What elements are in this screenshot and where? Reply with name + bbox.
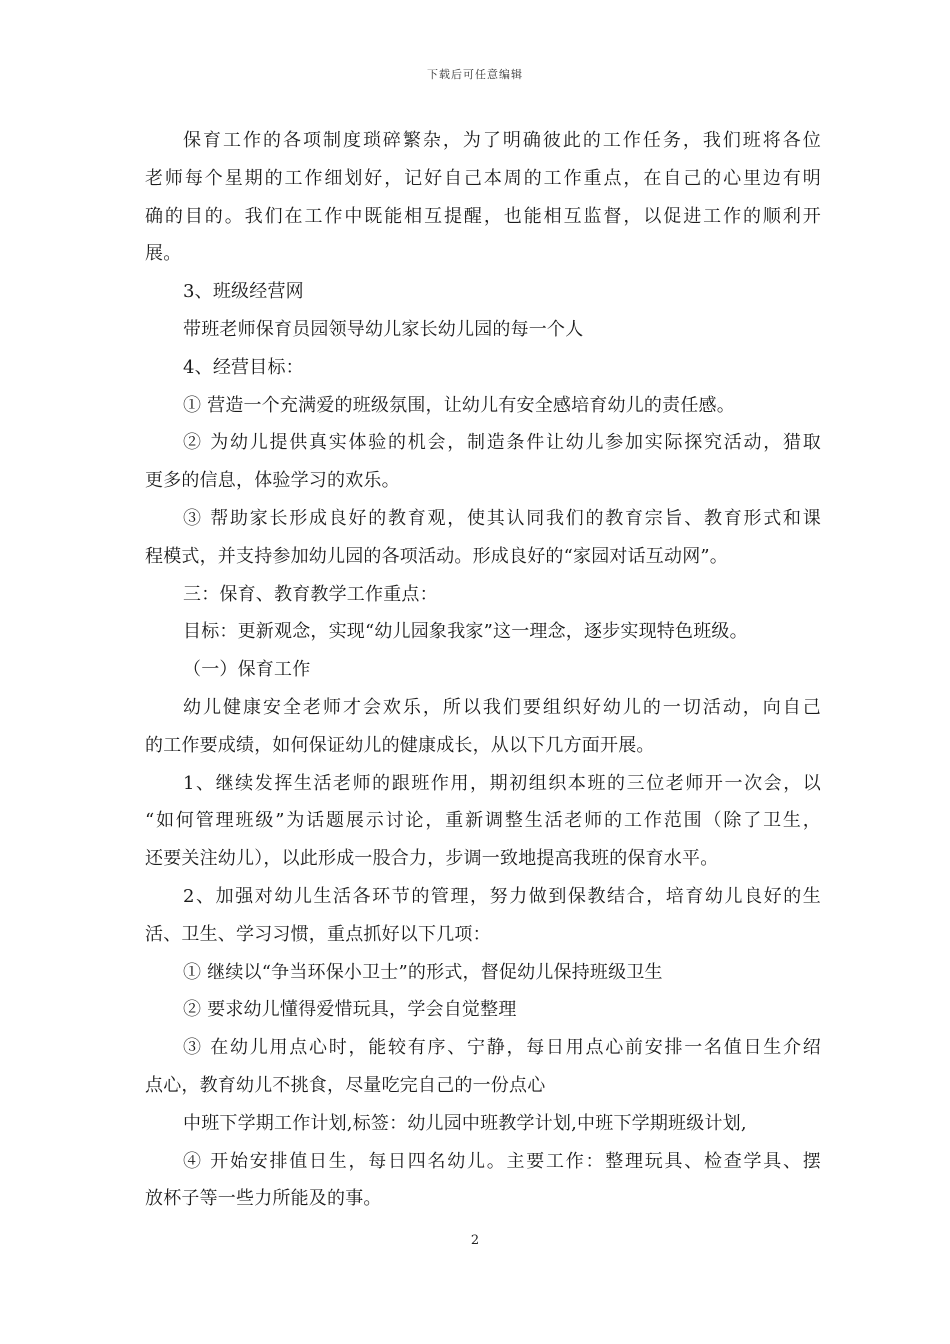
- text-line: 4、经营目标：: [183, 356, 304, 378]
- text-line: 保育工作的各项制度琐碎繁杂，为了明确彼此的工作任务，我们班将各位: [183, 130, 821, 151]
- text-line: 三：保育、教育教学工作重点：: [183, 583, 438, 605]
- text-line: ① 营造一个充满爱的班级氛围，让幼儿有安全感培育幼儿的责任感。: [183, 394, 735, 416]
- text-line: 老师每个星期的工作细划好，记好自己本周的工作重点，在自己的心里边有明: [145, 167, 821, 189]
- text-line: 点心，教育幼儿不挑食，尽量吃完自己的一份点心: [145, 1074, 546, 1096]
- text-line: ② 要求幼儿懂得爱惜玩具，学会自觉整理: [183, 999, 517, 1021]
- text-line: 1、继续发挥生活老师的跟班作用，期初组织本班的三位老师开一次会，以: [183, 772, 821, 794]
- text-line: （一）保育工作: [183, 659, 311, 681]
- page-header: 下载后可任意编辑: [427, 68, 523, 81]
- text-line: 带班老师保育员园领导幼儿家长幼儿园的每一个人: [183, 318, 584, 340]
- text-line: ② 为幼儿提供真实体验的机会，制造条件让幼儿参加实际探究活动，猎取: [183, 432, 821, 454]
- text-line: ④ 开始安排值日生，每日四名幼儿。主要工作：整理玩具、检查学具、摆: [183, 1150, 821, 1172]
- text-line: 幼儿健康安全老师才会欢乐，所以我们要组织好幼儿的一切活动，向自己: [183, 696, 821, 718]
- text-line: 目标：更新观念，实现“幼儿园象我家”这一理念，逐步实现特色班级。: [183, 621, 748, 643]
- body-text: [145, 122, 821, 1218]
- text-line: 2、加强对幼儿生活各环节的管理，努力做到保教结合，培育幼儿良好的生: [183, 885, 821, 907]
- page-number: 2: [470, 1233, 480, 1248]
- text-line: 中班下学期工作计划,标签：幼儿园中班教学计划,中班下学期班级计划,: [183, 1112, 747, 1134]
- text-line: ① 继续以“争当环保小卫士”的形式，督促幼儿保持班级卫生: [183, 961, 663, 983]
- text-line: ③ 帮助家长形成良好的教育观，使其认同我们的教育宗旨、教育形式和课: [183, 507, 821, 529]
- text-line: 更多的信息，体验学习的欢乐。: [145, 470, 400, 492]
- text-line: 3、班级经营网: [183, 281, 304, 303]
- text-line: 放杯子等一些力所能及的事。: [145, 1188, 382, 1210]
- text-line: 的工作要成绩，如何保证幼儿的健康成长，从以下几方面开展。: [145, 734, 655, 756]
- text-line: ③ 在幼儿用点心时，能较有序、宁静，每日用点心前安排一名值日生介绍: [183, 1037, 821, 1059]
- text-line: 展。: [145, 243, 182, 265]
- text-line: 还要关注幼儿），以此形成一股合力，步调一致地提高我班的保育水平。: [145, 848, 719, 870]
- text-line: 程模式，并支持参加幼儿园的各项活动。形成良好的“家园对话互动网”。: [145, 545, 729, 567]
- text-line: 确的目的。我们在工作中既能相互提醒，也能相互监督，以促进工作的顺利开: [145, 205, 821, 227]
- text-line: 活、卫生、学习习惯，重点抓好以下几项：: [145, 923, 491, 945]
- text-line: “如何管理班级”为话题展示讨论，重新调整生活老师的工作范围（除了卫生，: [145, 810, 821, 832]
